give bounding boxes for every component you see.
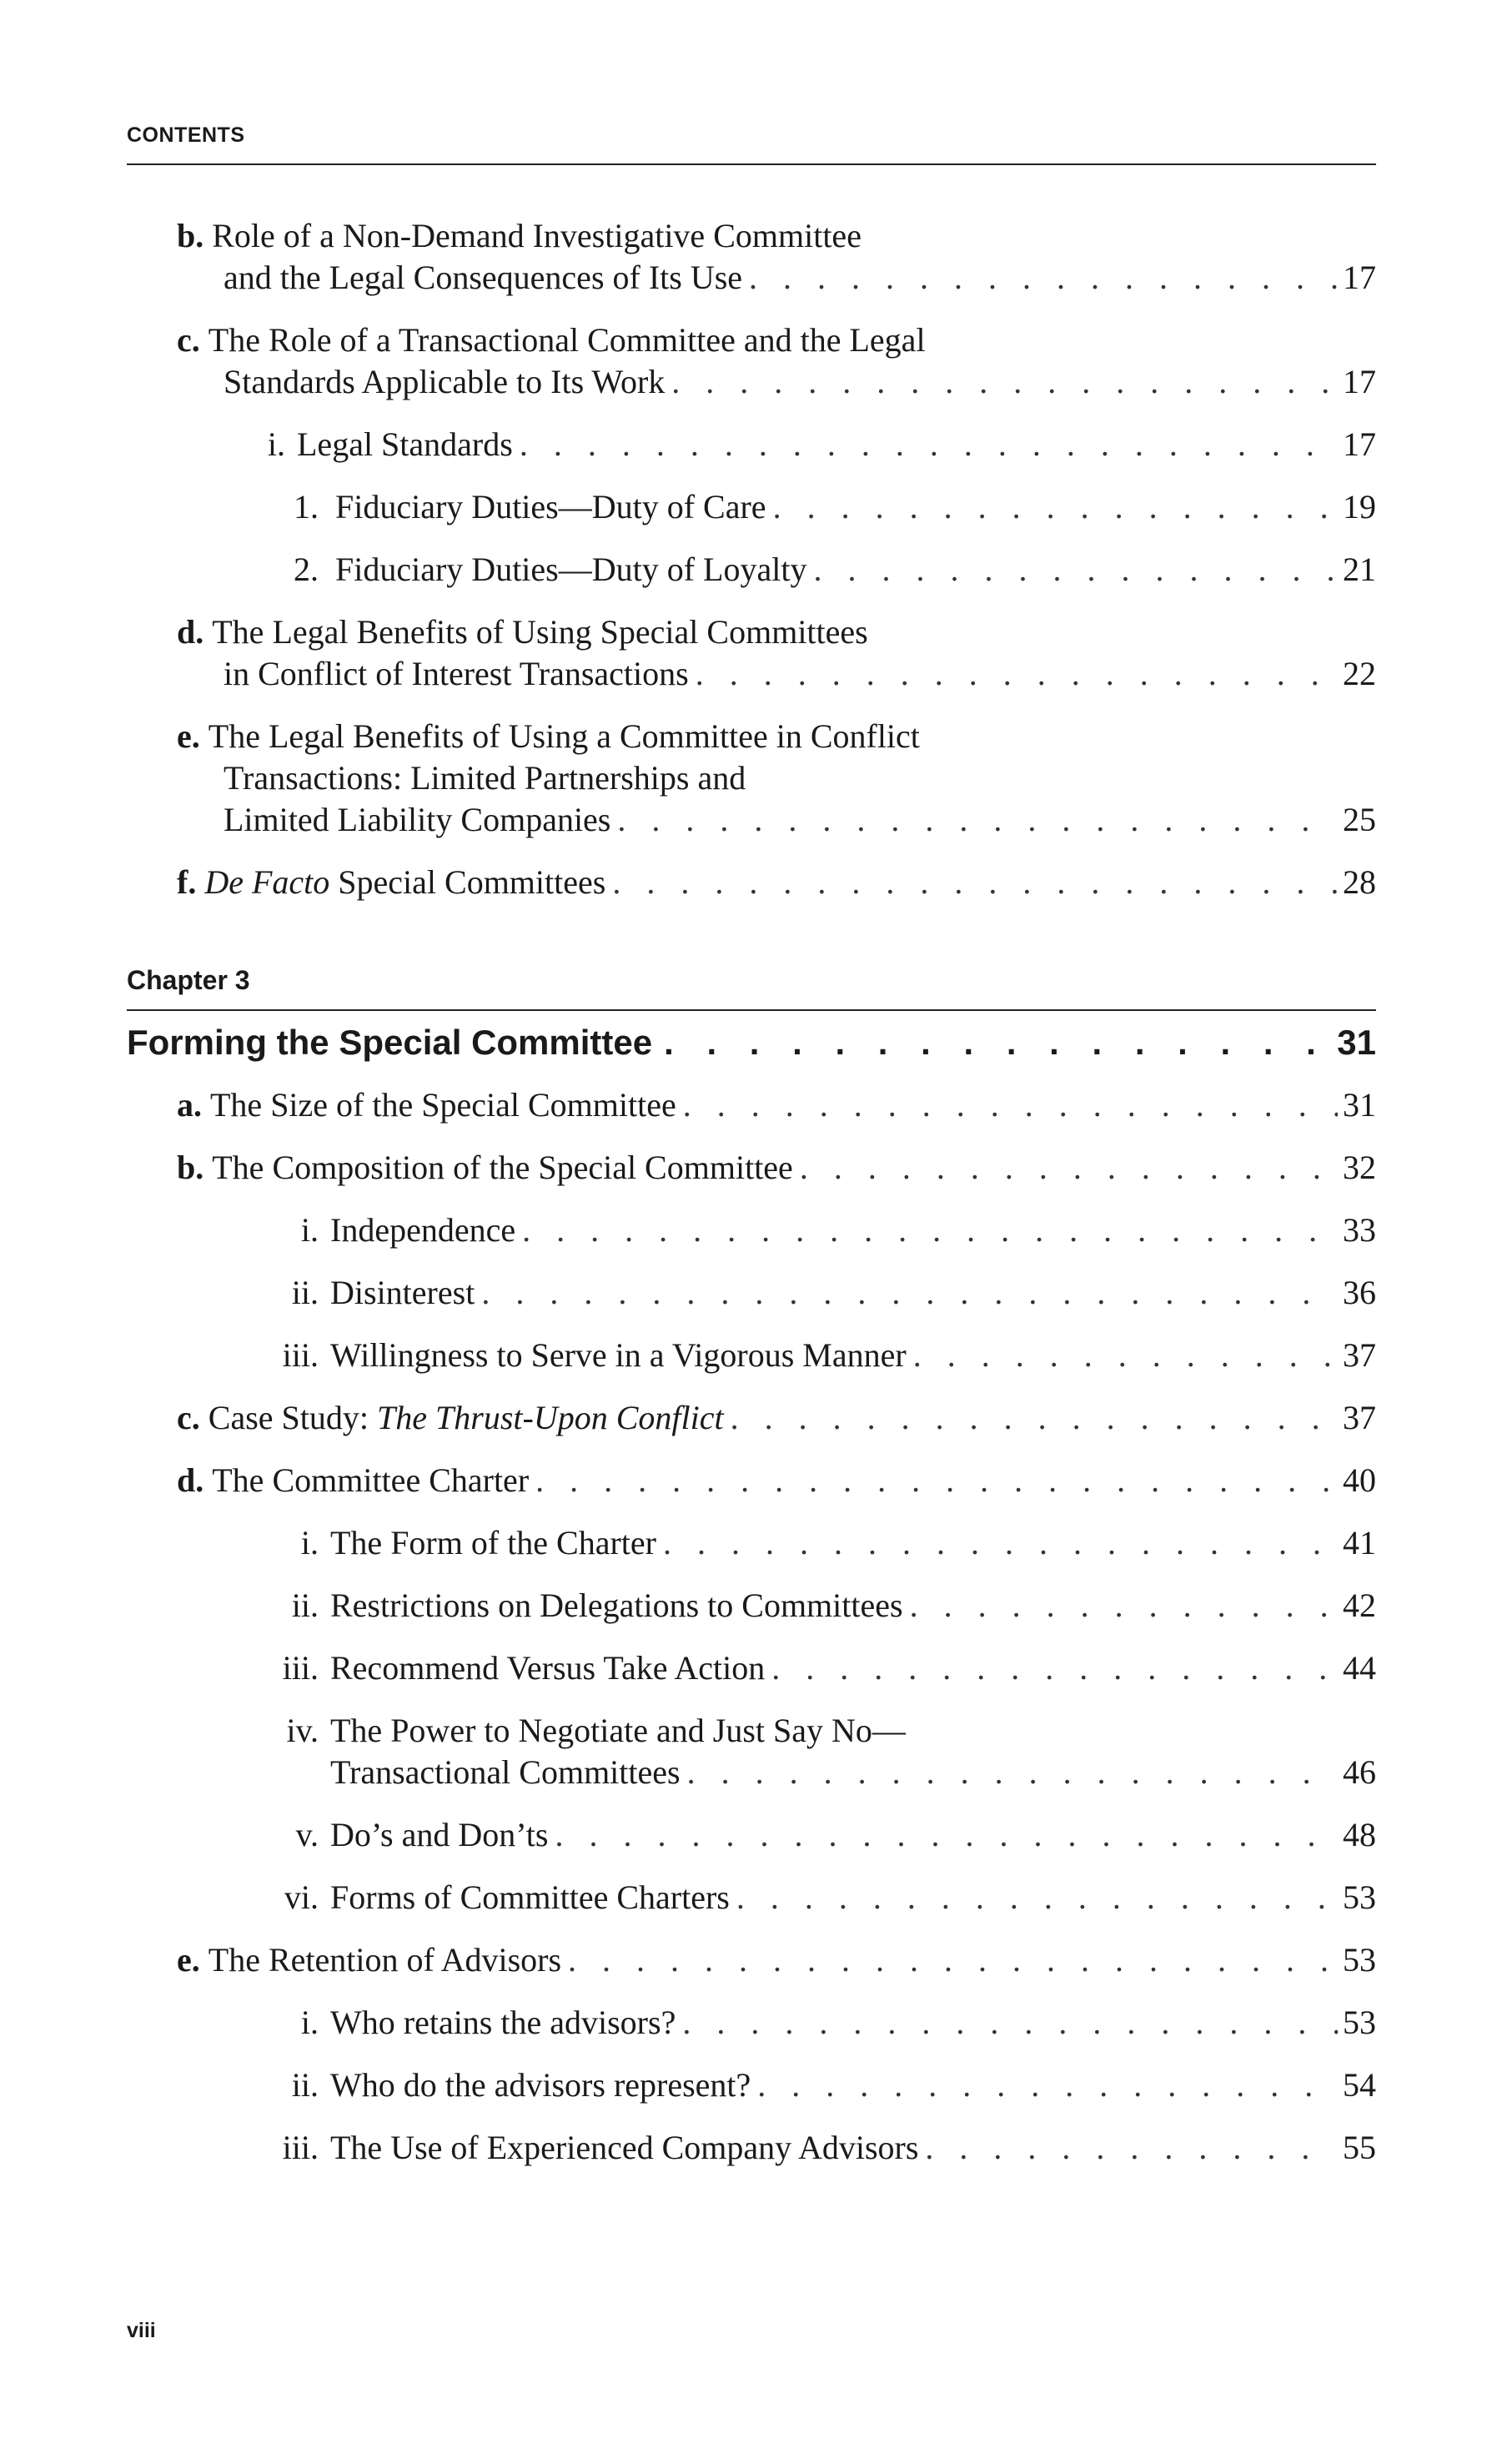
entry-label: d. (177, 1461, 204, 1499)
entry-label: i. (300, 1211, 319, 1249)
dot-leader (522, 1209, 1338, 1251)
document-page (127, 0, 1376, 2464)
entry-label: b. (177, 1149, 204, 1186)
toc-entry-b[interactable] (127, 215, 1376, 299)
toc-entry-ch3-b[interactable] (127, 1147, 1376, 1189)
entry-text: Forms of Committee Charters (330, 1878, 730, 1916)
dot-leader (749, 257, 1338, 299)
entry-label: c. (177, 321, 200, 359)
toc-entry-c[interactable] (127, 319, 1376, 403)
dot-leader (773, 486, 1338, 528)
page-number: 48 (1343, 1816, 1376, 1853)
entry-text: Limited Liability Companies (224, 801, 611, 838)
toc-entry-e[interactable] (127, 716, 1376, 841)
entry-text: Who do the advisors represent? (330, 2066, 751, 2104)
page-number: 32 (1343, 1149, 1376, 1186)
page-number: 36 (1343, 1274, 1376, 1311)
page-number: 19 (1343, 488, 1376, 525)
entry-text: The Power to Negotiate and Just Say No— (330, 1712, 906, 1749)
entry-label: f. (177, 863, 197, 901)
entry-text: Who retains the advisors? (330, 2004, 676, 2041)
dot-leader (757, 2064, 1338, 2106)
page-number: 55 (1343, 2129, 1376, 2166)
entry-label: v. (295, 1816, 319, 1853)
toc-entry-independence[interactable] (127, 1209, 1376, 1251)
dot-leader (663, 1522, 1338, 1564)
toc-entry-experienced-advisors[interactable] (127, 2127, 1376, 2169)
page-number: 28 (1343, 863, 1376, 901)
toc-continued (127, 215, 1376, 903)
entry-label: ii. (291, 2066, 319, 2104)
page-number: 25 (1343, 801, 1376, 838)
toc-entry-form-of-charter[interactable] (127, 1522, 1376, 1564)
entry-text: and the Legal Consequences of Its Use (224, 259, 743, 296)
entry-label: b. (177, 217, 204, 254)
entry-text: The Size of the Special Committee (210, 1086, 676, 1124)
entry-label: d. (177, 613, 204, 651)
toc-entry-d[interactable] (127, 611, 1376, 695)
dot-leader (520, 424, 1338, 465)
entry-label: e. (177, 717, 200, 755)
entry-text: Independence (330, 1211, 516, 1249)
toc-chapter-3 (127, 1084, 1376, 2169)
page-number: 37 (1343, 1336, 1376, 1374)
dot-leader (910, 1585, 1338, 1627)
dot-leader (813, 549, 1338, 591)
page-number: 53 (1343, 1941, 1376, 1979)
dot-leader (913, 1335, 1338, 1376)
entry-label: i. (267, 425, 285, 463)
entry-text: Fiduciary Duties—Duty of Loyalty (335, 551, 807, 588)
entry-text: Case Study: (208, 1399, 377, 1436)
chapter-label: Chapter 3 (127, 965, 250, 995)
toc-entry-recommend[interactable] (127, 1647, 1376, 1689)
toc-entry-forms-of-charters[interactable] (127, 1877, 1376, 1918)
entry-text: Fiduciary Duties—Duty of Care (335, 488, 766, 525)
entry-italic-text: De Facto (204, 863, 330, 901)
entry-text: The Use of Experienced Company Advisors (330, 2129, 919, 2166)
toc-entry-ch3-e[interactable] (127, 1939, 1376, 1981)
entry-label: iv. (286, 1712, 319, 1749)
entry-label: 2. (294, 551, 319, 588)
entry-text: Do’s and Don’ts (330, 1816, 549, 1853)
dot-leader (568, 1939, 1338, 1981)
entry-italic-text: The Thrust-Upon Conflict (377, 1399, 724, 1436)
entry-label: a. (177, 1086, 202, 1124)
toc-entry-ch3-c[interactable] (127, 1397, 1376, 1439)
entry-label: i. (300, 1524, 319, 1561)
entry-label: iii. (282, 1649, 319, 1687)
dot-leader (736, 1877, 1338, 1918)
entry-text: The Role of a Transactional Committee and the Legal (208, 321, 926, 359)
page-number: 21 (1343, 551, 1376, 588)
entry-text: Recommend Versus Take Action (330, 1649, 766, 1687)
page-number: 42 (1343, 1587, 1376, 1624)
page-number: 40 (1343, 1461, 1376, 1499)
dot-leader (683, 1084, 1338, 1126)
dot-leader (696, 653, 1338, 695)
dot-leader (771, 1647, 1338, 1689)
entry-label: ii. (291, 1274, 319, 1311)
dot-leader (800, 1147, 1338, 1189)
page-number: 17 (1343, 363, 1376, 400)
entry-text: Legal Standards (297, 425, 513, 463)
page-number: 44 (1343, 1649, 1376, 1687)
dot-leader (671, 361, 1338, 403)
page-number: 22 (1343, 655, 1376, 692)
chapter-title: Forming the Special Committee (127, 1023, 653, 1062)
entry-text: Special Committees (329, 863, 606, 901)
page-folio: viii (127, 2319, 156, 2342)
entry-label: e. (177, 1941, 200, 1979)
dot-leader (925, 2127, 1338, 2169)
header-rule (127, 163, 1376, 165)
page-number: 31 (1337, 1023, 1376, 1062)
entry-label: c. (177, 1399, 200, 1436)
page-number: 53 (1343, 1878, 1376, 1916)
dot-leader (612, 862, 1338, 903)
page-number: 17 (1343, 259, 1376, 296)
dot-leader (687, 1752, 1338, 1793)
entry-label: i. (300, 2004, 319, 2041)
toc-entry-duty-of-care[interactable] (127, 486, 1376, 528)
toc-entry-willingness[interactable] (127, 1335, 1376, 1376)
page-number: 53 (1343, 2004, 1376, 2041)
toc-entry-disinterest[interactable] (127, 1272, 1376, 1314)
entry-text: The Composition of the Special Committee (212, 1149, 793, 1186)
entry-text: Transactional Committees (330, 1753, 681, 1791)
page-number: 41 (1343, 1524, 1376, 1561)
dot-leader (555, 1814, 1338, 1856)
entry-label: vi. (284, 1878, 319, 1916)
page-number: 17 (1343, 425, 1376, 463)
dot-leader (535, 1460, 1338, 1501)
entry-text: The Legal Benefits of Using Special Committees (212, 613, 868, 651)
chapter-title-entry[interactable] (127, 1018, 1376, 1068)
entry-label: 1. (294, 488, 319, 525)
entry-text: Role of a Non-Demand Investigative Committee (212, 217, 862, 254)
dot-leader (617, 799, 1338, 841)
entry-text: in Conflict of Interest Transactions (224, 655, 689, 692)
entry-text: The Retention of Advisors (208, 1941, 562, 1979)
page-number: 33 (1343, 1211, 1376, 1249)
toc-entry-duty-of-loyalty[interactable] (127, 549, 1376, 591)
page-number: 54 (1343, 2066, 1376, 2104)
entry-text: The Form of the Charter (330, 1524, 656, 1561)
toc-entry-who-represent[interactable] (127, 2064, 1376, 2106)
toc-entry-f[interactable] (127, 862, 1376, 903)
entry-label: iii. (282, 2129, 319, 2166)
dot-leader (682, 2002, 1338, 2044)
toc-entry-ch3-d[interactable] (127, 1460, 1376, 1501)
toc-entry-dos-and-donts[interactable] (127, 1814, 1376, 1856)
entry-text: Restrictions on Delegations to Committees (330, 1587, 903, 1624)
toc-entry-who-retains[interactable] (127, 2002, 1376, 2044)
dot-leader (664, 1018, 1330, 1068)
toc-entry-legal-standards[interactable] (127, 424, 1376, 465)
page-number: 37 (1343, 1399, 1376, 1436)
chapter-rule (127, 1009, 1376, 1011)
entry-label: iii. (282, 1336, 319, 1374)
page-number: 46 (1343, 1753, 1376, 1791)
entry-text: Disinterest (330, 1274, 475, 1311)
toc-entry-restrictions[interactable] (127, 1585, 1376, 1627)
entry-text: The Committee Charter (212, 1461, 530, 1499)
dot-leader (481, 1272, 1338, 1314)
entry-label: ii. (291, 1587, 319, 1624)
toc-entry-ch3-a[interactable] (127, 1084, 1376, 1126)
entry-text: Willingness to Serve in a Vigorous Manner (330, 1336, 907, 1374)
toc-entry-power-to-negotiate[interactable] (127, 1710, 1376, 1793)
entry-text: The Legal Benefits of Using a Committee in Conflict (208, 717, 920, 755)
entry-text: Transactions: Limited Partnerships and (224, 759, 746, 797)
page-number: 31 (1343, 1086, 1376, 1124)
entry-text: Standards Applicable to Its Work (224, 363, 666, 400)
dot-leader (731, 1397, 1338, 1439)
running-head: CONTENTS (127, 123, 245, 147)
